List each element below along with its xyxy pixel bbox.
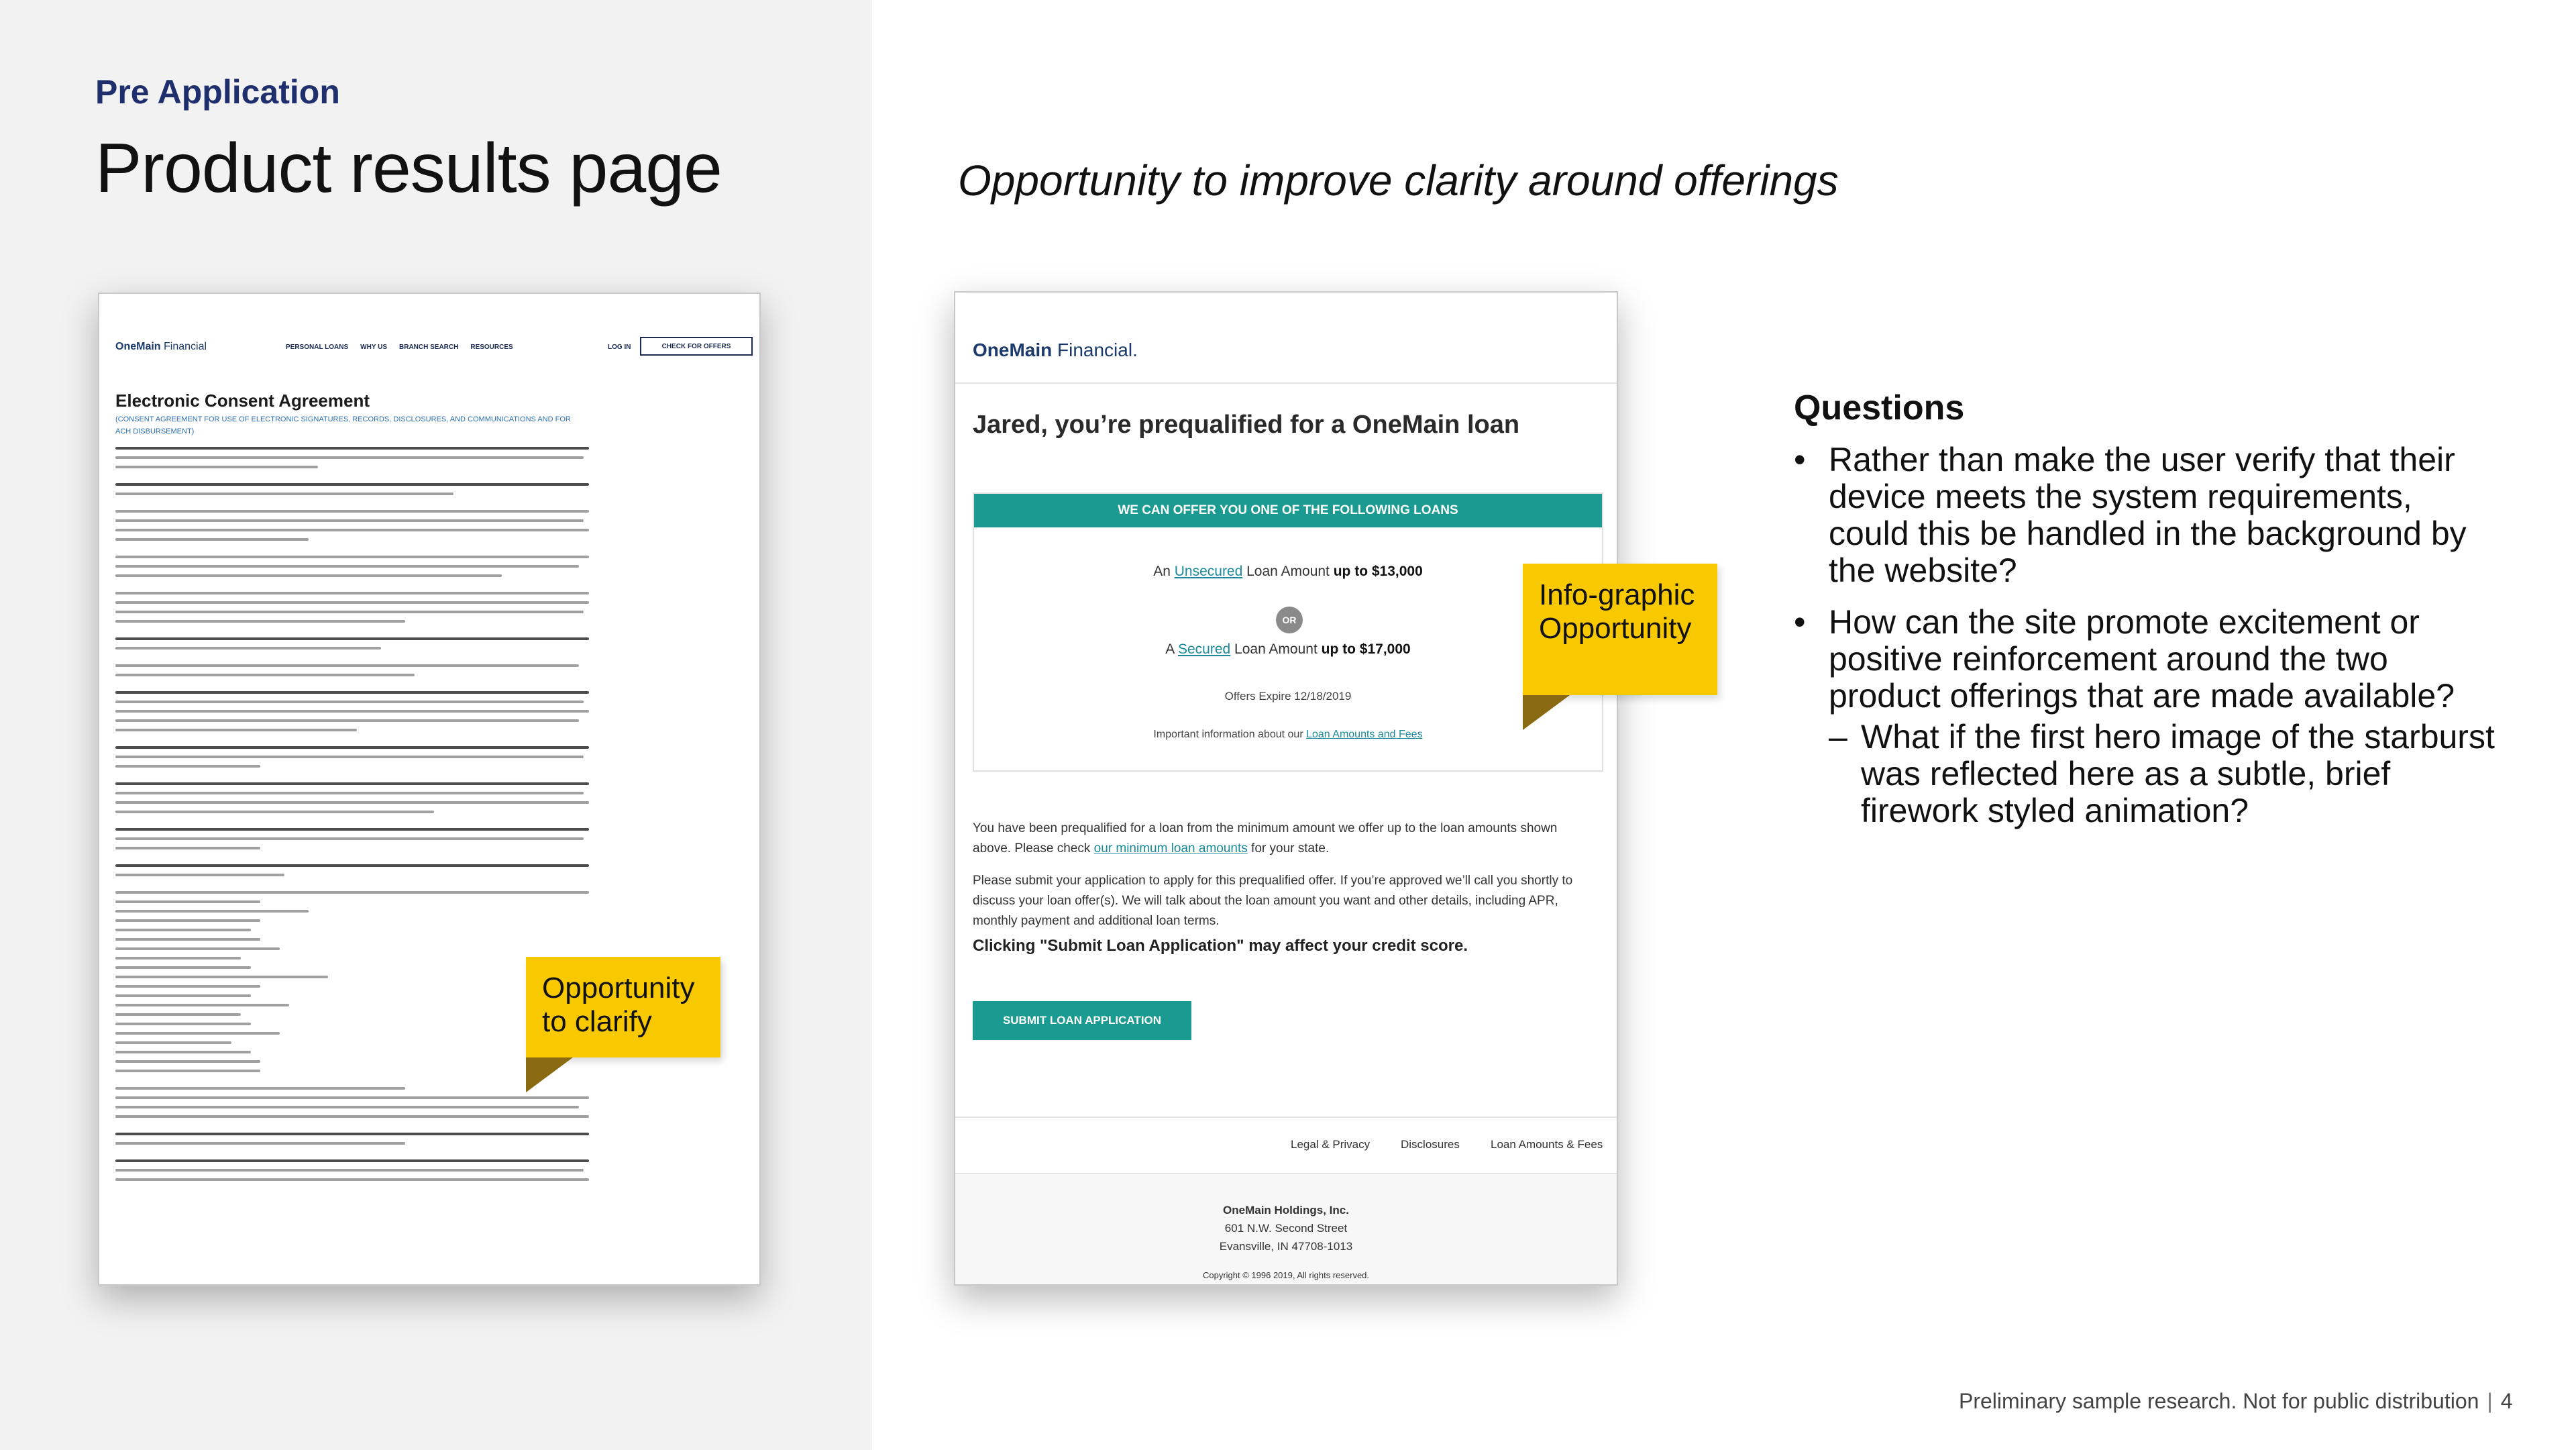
site-header <box>955 293 1617 384</box>
submit-paragraph: Please submit your application to apply for this prequalified offer. If you’re approved we’ll call you shortly to discuss your loan offer(s). We will talk about the loan amount you want and other details, including APR, monthly payment and additional loan terms. <box>973 874 1573 928</box>
footer-disclosures[interactable]: Disclosures <box>1401 1138 1460 1151</box>
slide-footer: Preliminary sample research. Not for public distribution | 4 <box>1959 1389 2513 1413</box>
nav-branch-search[interactable]: BRANCH SEARCH <box>399 344 459 351</box>
loan-info-line: Important information about our Loan Amounts and Fees <box>1153 729 1423 740</box>
credit-score-note: Clicking "Submit Loan Application" may affect your credit score. <box>973 937 1468 955</box>
login-link[interactable]: LOG IN <box>608 344 631 351</box>
nav-why-us[interactable]: WHY US <box>360 344 387 351</box>
top-nav <box>286 344 513 351</box>
unsecured-link[interactable]: Unsecured <box>1174 564 1243 579</box>
site-footer <box>955 1174 1617 1286</box>
address-line-1: 601 N.W. Second Street <box>1224 1222 1348 1235</box>
secured-link[interactable]: Secured <box>1177 641 1231 657</box>
sticky-fold <box>526 1057 573 1092</box>
sticky-fold <box>1523 695 1570 730</box>
doc-subtitle: (CONSENT AGREEMENT FOR USE OF ELECTRONIC SIGNATURES, RECORDS, DISCLOSURES, AND COMMUNICATIONS AND FOR ACH DISBURSEMENT) <box>115 415 571 435</box>
consent-page-screenshot <box>98 293 761 1286</box>
copyright: Copyright © 1996 2019, All rights reserved. <box>1202 1270 1370 1280</box>
question-subitem: – What if the first hero image of the starburst was reflected here as a subtle, brief firework styled animation? <box>1794 719 2498 829</box>
questions-heading: Questions <box>1794 389 1965 427</box>
nav-personal-loans[interactable]: PERSONAL LOANS <box>286 344 349 351</box>
question-item: • Rather than make the user verify that their device meets the system requirements, could this be handled in the background by the website? <box>1794 442 2498 589</box>
prequal-heading: Jared, you’re prequalified for a OneMain loan <box>973 411 1520 439</box>
submit-loan-application-button[interactable]: SUBMIT LOAN APPLICATION <box>973 1001 1191 1040</box>
address-line-2: Evansville, IN 47708-1013 <box>1219 1240 1353 1253</box>
question-item: • How can the site promote excitement or positive reinforcement around the two product offerings that are made available? <box>1794 604 2498 715</box>
section-eyebrow: Pre Application <box>95 73 340 111</box>
footer-legal-privacy[interactable]: Legal & Privacy <box>1291 1138 1371 1151</box>
offer-expiry: Offers Expire 12/18/2019 <box>1224 690 1352 703</box>
secured-offer: A Secured Loan Amount up to $17,000 <box>1165 641 1411 657</box>
nav-resources[interactable]: RESOURCES <box>470 344 513 351</box>
offers-banner: WE CAN OFFER YOU ONE OF THE FOLLOWING LOANS <box>974 494 1602 527</box>
callout-infographic-opportunity: Info-graphic Opportunity <box>1523 564 1717 695</box>
footer-loan-amounts-fees[interactable]: Loan Amounts & Fees <box>1491 1138 1603 1151</box>
callout-opportunity-to-clarify: Opportunity to clarify <box>526 957 720 1057</box>
minimum-loan-amounts-link[interactable]: our minimum loan amounts <box>1093 841 1248 856</box>
doc-title: Electronic Consent Agreement <box>115 391 370 411</box>
onemain-logo: OneMain Financial. <box>973 340 1138 360</box>
page-number: 4 <box>2500 1389 2513 1413</box>
loan-offers-card <box>973 493 1603 772</box>
questions-panel <box>1794 388 2498 829</box>
or-divider: OR <box>1276 607 1303 633</box>
slide-subtitle: Opportunity to improve clarity around offerings <box>958 156 1839 205</box>
loan-amounts-fees-link[interactable]: Loan Amounts and Fees <box>1306 729 1423 740</box>
prequalified-page-screenshot <box>954 291 1618 1286</box>
onemain-logo: OneMain Financial <box>115 341 207 352</box>
page-title: Product results page <box>95 130 722 207</box>
disclaimer: Preliminary sample research. Not for public distribution <box>1959 1389 2479 1413</box>
prequal-paragraph: You have been prequalified for a loan from the minimum amount we offer up to the loan amounts shown above. Please check our minimum loan amounts for your state. <box>973 821 1558 856</box>
footer-links <box>955 1117 1617 1174</box>
company-name: OneMain Holdings, Inc. <box>1223 1204 1349 1216</box>
unsecured-offer: An Unsecured Loan Amount up to $13,000 <box>1153 564 1423 579</box>
check-offers-button[interactable]: CHECK FOR OFFERS <box>640 337 753 356</box>
